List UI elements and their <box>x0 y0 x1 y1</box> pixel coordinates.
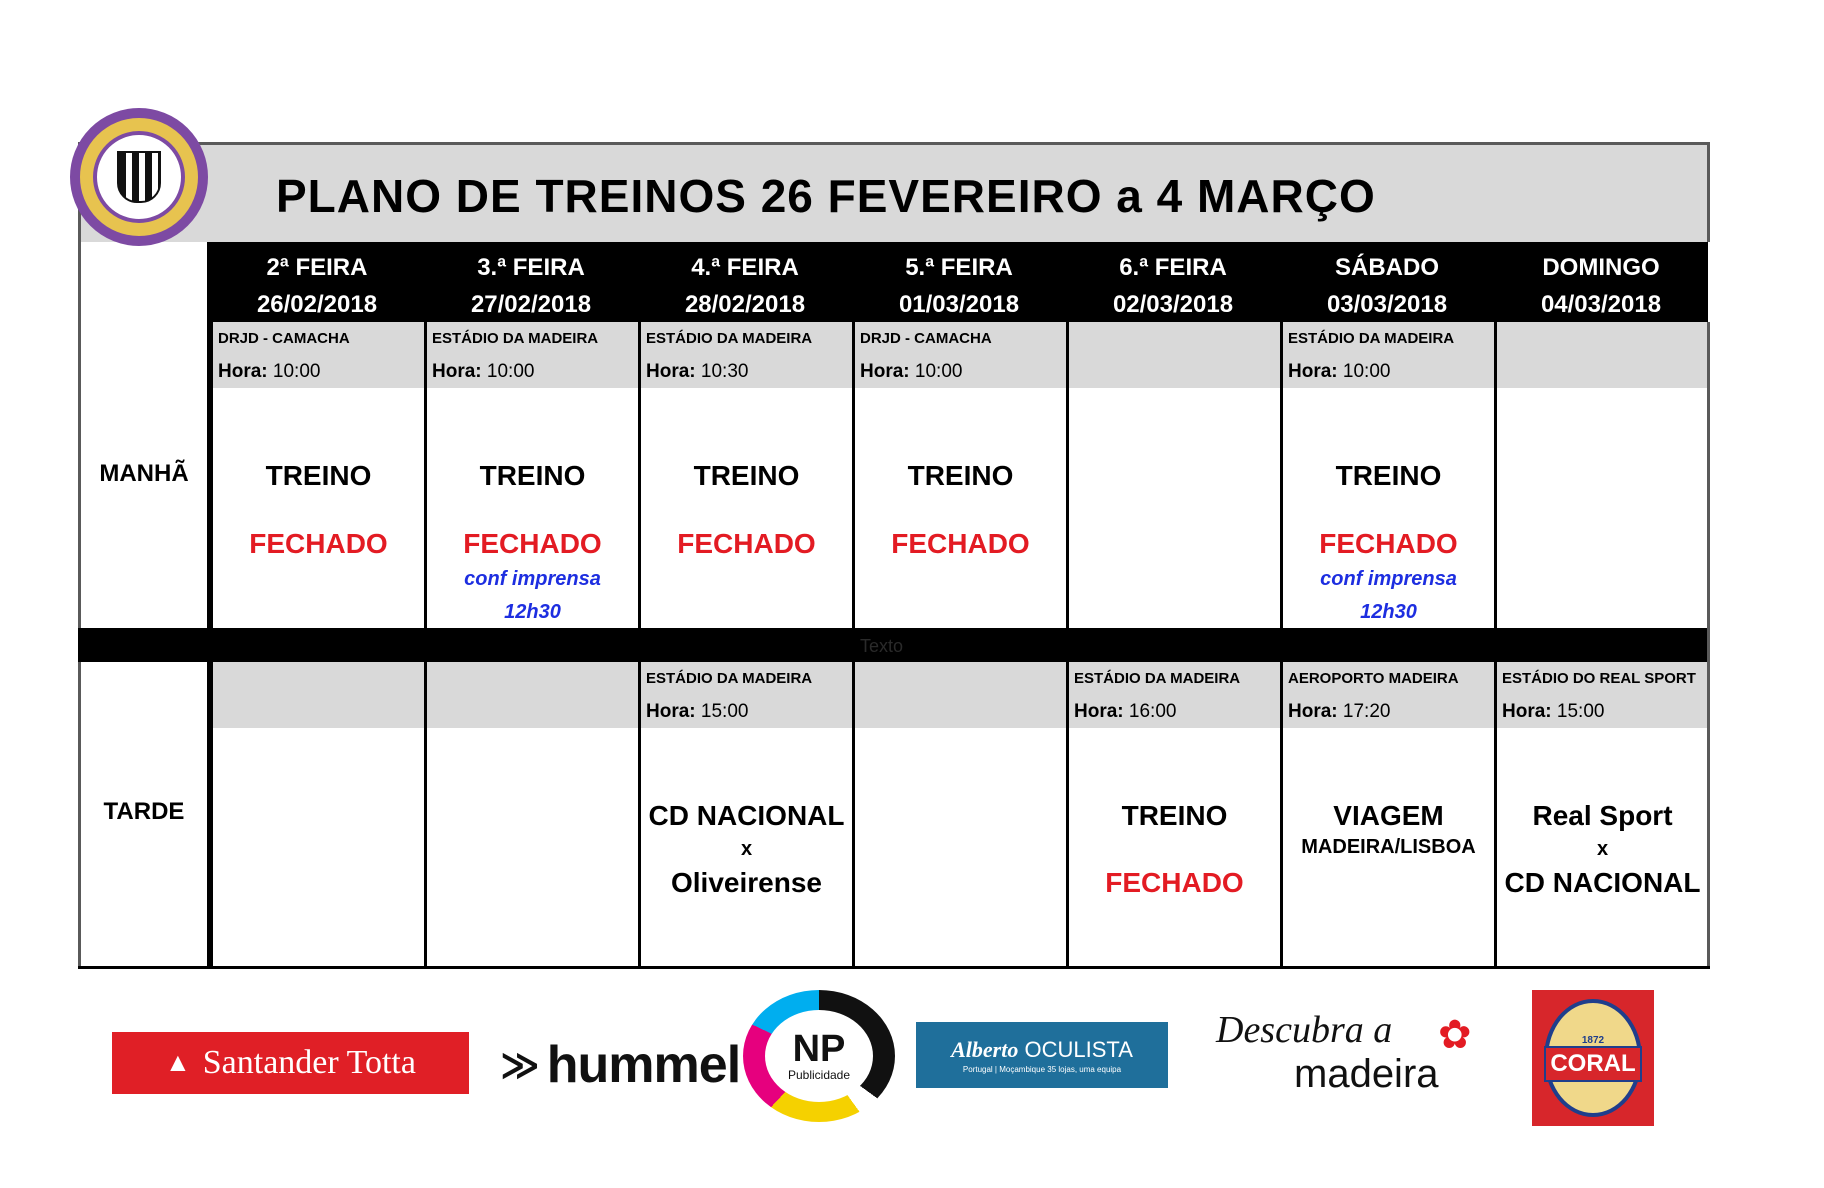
venue-name: ESTÁDIO DA MADEIRA <box>646 670 813 687</box>
header-corner <box>78 242 210 322</box>
hora-label: Hora: <box>646 361 696 382</box>
time-value: 17:20 <box>1342 701 1391 722</box>
day-date: 03/03/2018 <box>1326 291 1448 318</box>
venue-header <box>213 662 424 728</box>
match-vs: x <box>740 838 753 860</box>
sponsor-alberto-name: OCULISTA <box>1024 1036 1133 1062</box>
venue-header <box>1069 662 1280 728</box>
session-type: TREINO <box>479 460 586 491</box>
day-header <box>1494 242 1708 322</box>
travel-route: MADEIRA/LISBOA <box>1301 836 1476 858</box>
morning-cell <box>852 322 1066 628</box>
title-bar <box>78 142 1710 242</box>
table-bottom-border <box>78 966 1710 969</box>
afternoon-cell <box>638 662 852 966</box>
hora-label: Hora: <box>432 361 482 382</box>
sponsor-hummel-name: hummel <box>546 1036 741 1094</box>
day-date: 27/02/2018 <box>470 291 592 318</box>
morning-cell <box>638 322 852 628</box>
afternoon-cell <box>1494 662 1708 966</box>
morning-cell <box>210 322 424 628</box>
afternoon-cell <box>424 662 638 966</box>
session-type: TREINO <box>265 460 372 491</box>
hora-label: Hora: <box>860 361 910 382</box>
time-value: 10:00 <box>486 361 535 382</box>
session-status: FECHADO <box>1319 528 1458 559</box>
day-date: 01/03/2018 <box>898 291 1020 318</box>
day-name: 3.ª FEIRA <box>477 254 585 281</box>
sponsor-alberto-script: Alberto <box>951 1036 1019 1062</box>
club-shield-icon <box>117 151 161 203</box>
period-afternoon <box>78 662 210 966</box>
session-status: FECHADO <box>1105 867 1244 898</box>
venue-name: ESTÁDIO DA MADEIRA <box>1288 330 1455 347</box>
session-time <box>1288 361 1390 383</box>
time-value: 10:00 <box>272 361 321 382</box>
morning-cell <box>424 322 638 628</box>
page-title: PLANO DE TREINOS 26 FEVEREIRO a 4 MARÇO <box>276 170 1376 222</box>
sponsor-santander-name: Santander Totta <box>202 1044 416 1081</box>
morning-cell <box>1066 322 1280 628</box>
session-type: TREINO <box>1121 800 1228 831</box>
afternoon-cell <box>1280 662 1494 966</box>
match-away: Oliveirense <box>671 867 822 898</box>
period-label-morning: MANHÃ <box>99 460 189 487</box>
venue-header <box>855 322 1066 388</box>
session-time <box>646 701 748 723</box>
day-header <box>210 242 424 322</box>
day-date: 04/03/2018 <box>1540 291 1662 318</box>
day-name: 2ª FEIRA <box>266 254 368 281</box>
match-home: CD NACIONAL <box>648 800 845 831</box>
venue-name: ESTÁDIO DA MADEIRA <box>432 330 599 347</box>
time-value: 10:30 <box>700 361 749 382</box>
venue-header <box>1497 662 1708 728</box>
sponsor-np <box>743 990 895 1122</box>
venue-name: ESTÁDIO DO REAL SPORT <box>1502 670 1696 687</box>
club-logo <box>70 108 208 246</box>
session-time <box>432 361 534 383</box>
session-status: FECHADO <box>249 528 388 559</box>
day-name: SÁBADO <box>1334 254 1439 281</box>
session-time <box>860 361 962 383</box>
day-name: DOMINGO <box>1542 254 1660 281</box>
hora-label: Hora: <box>1288 361 1338 382</box>
venue-header <box>641 662 852 728</box>
venue-header <box>427 322 638 388</box>
time-value: 16:00 <box>1128 701 1177 722</box>
day-header <box>852 242 1066 322</box>
match-home: Real Sport <box>1532 800 1673 831</box>
morning-cell <box>1494 322 1708 628</box>
day-header <box>638 242 852 322</box>
period-label-afternoon: TARDE <box>103 798 185 825</box>
sponsor-madeira-line1: Descubra a <box>1216 1009 1393 1051</box>
time-value: 15:00 <box>1556 701 1605 722</box>
match-away: CD NACIONAL <box>1504 867 1701 898</box>
press-time: 12h30 <box>1360 601 1417 623</box>
sponsor-coral-year: 1872 <box>1581 1034 1605 1046</box>
day-date: 28/02/2018 <box>684 291 806 318</box>
afternoon-cell <box>852 662 1066 966</box>
morning-cell <box>1280 322 1494 628</box>
venue-header <box>855 662 1066 728</box>
sponsor-alberto-tagline: Portugal | Moçambique 35 lojas, uma equipa <box>962 1064 1122 1074</box>
table-right-border <box>1707 322 1710 969</box>
venue-name: AEROPORTO MADEIRA <box>1288 670 1459 687</box>
day-date: 26/02/2018 <box>256 291 378 318</box>
session-status: FECHADO <box>463 528 602 559</box>
session-time <box>646 361 748 383</box>
hora-label: Hora: <box>646 701 696 722</box>
press-note: conf imprensa <box>1320 568 1457 590</box>
sponsor-coral <box>1532 990 1654 1126</box>
session-time <box>1074 701 1176 723</box>
venue-header <box>1283 322 1494 388</box>
hora-label: Hora: <box>218 361 268 382</box>
flame-icon: ▲ <box>165 1048 191 1077</box>
period-morning <box>78 322 210 628</box>
sponsor-santander <box>112 1032 469 1094</box>
sponsor-alberto <box>916 1022 1168 1088</box>
afternoon-cell <box>210 662 424 966</box>
chevron-icon: ≫ <box>500 1044 539 1087</box>
session-status: FECHADO <box>677 528 816 559</box>
venue-header <box>1069 322 1280 388</box>
time-value: 10:00 <box>914 361 963 382</box>
venue-header <box>427 662 638 728</box>
match-vs: x <box>1596 838 1609 860</box>
session-type: TREINO <box>693 460 800 491</box>
session-type: TREINO <box>907 460 1014 491</box>
hora-label: Hora: <box>1502 701 1552 722</box>
venue-header <box>1497 322 1708 388</box>
sponsor-coral-name: CORAL <box>1544 1046 1641 1082</box>
travel-label: VIAGEM <box>1333 800 1444 831</box>
press-time: 12h30 <box>504 601 561 623</box>
venue-name: DRJD - CAMACHA <box>218 330 350 347</box>
sponsor-np-mark: NP <box>792 1028 846 1070</box>
session-status: FECHADO <box>891 528 1030 559</box>
day-header <box>424 242 638 322</box>
venue-header <box>213 322 424 388</box>
day-name: 5.ª FEIRA <box>905 254 1013 281</box>
day-header <box>1066 242 1280 322</box>
session-time <box>1502 701 1604 723</box>
afternoon-cell <box>1066 662 1280 966</box>
press-note: conf imprensa <box>464 568 601 590</box>
hora-label: Hora: <box>1288 701 1338 722</box>
session-time <box>218 361 320 383</box>
sponsor-madeira-line2: madeira <box>1294 1052 1439 1096</box>
sponsor-np-sub: Publicidade <box>787 1068 851 1082</box>
session-time <box>1288 701 1390 723</box>
session-type: TREINO <box>1335 460 1442 491</box>
venue-header <box>641 322 852 388</box>
time-value: 10:00 <box>1342 361 1391 382</box>
venue-name: ESTÁDIO DA MADEIRA <box>1074 670 1241 687</box>
venue-name: DRJD - CAMACHA <box>860 330 992 347</box>
venue-header <box>1283 662 1494 728</box>
separator-text: Texto <box>860 636 904 656</box>
venue-name: ESTÁDIO DA MADEIRA <box>646 330 813 347</box>
sponsor-hummel <box>500 1030 740 1100</box>
day-date: 02/03/2018 <box>1112 291 1234 318</box>
hora-label: Hora: <box>1074 701 1124 722</box>
day-header <box>1280 242 1494 322</box>
flower-icon: ✿ <box>1438 1013 1472 1057</box>
sponsor-madeira <box>1214 1008 1494 1108</box>
time-value: 15:00 <box>700 701 749 722</box>
day-name: 4.ª FEIRA <box>691 254 799 281</box>
day-name: 6.ª FEIRA <box>1119 254 1227 281</box>
